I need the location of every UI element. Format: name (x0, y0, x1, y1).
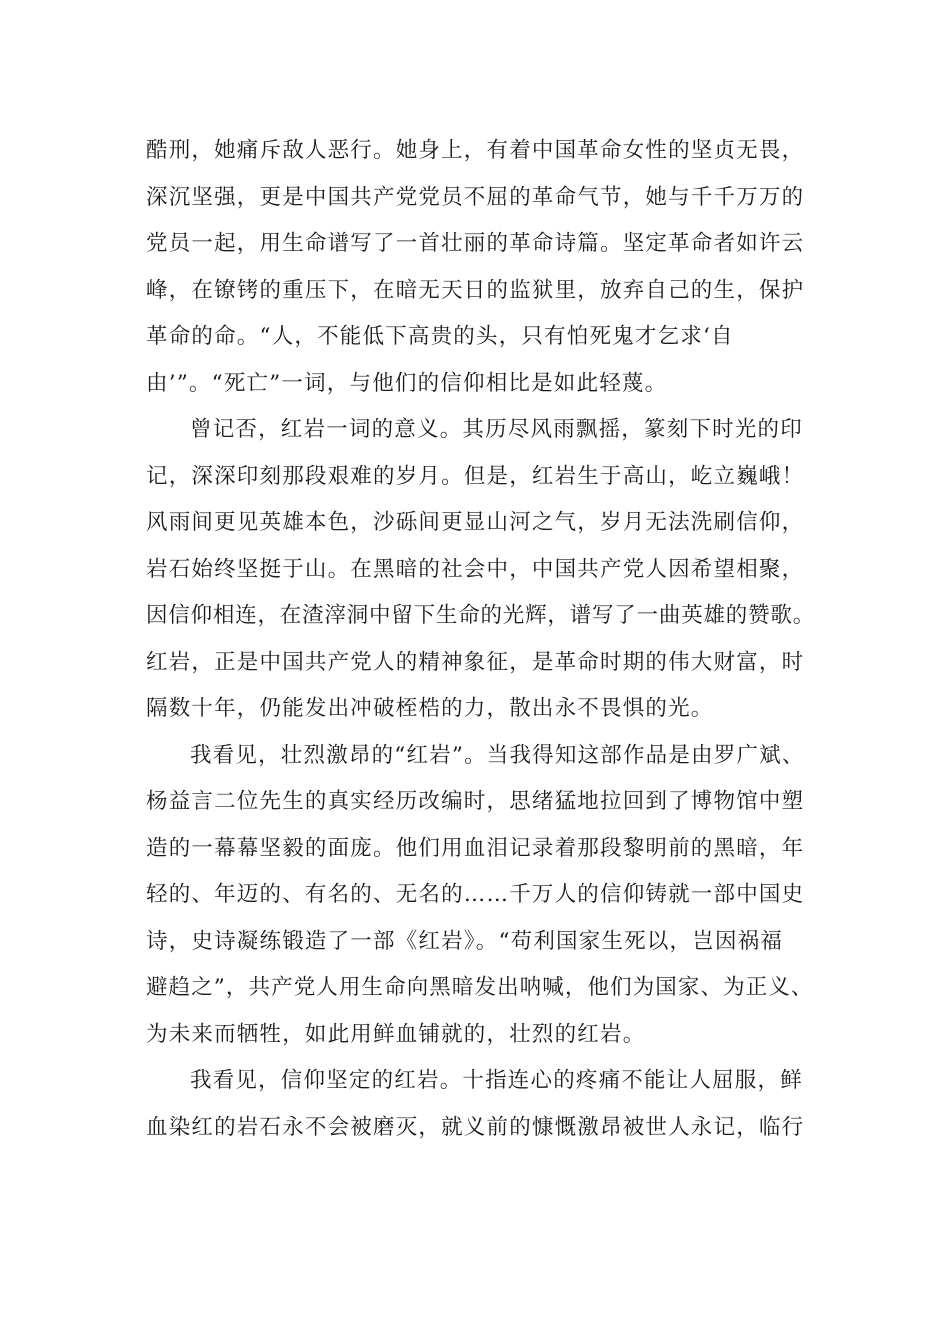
text-line: 深沉坚强，更是中国共产党党员不屈的革命气节，她与千千万万的 (146, 184, 805, 210)
text-line: 党员一起，用生命谱写了一首壮丽的革命诗篇。坚定革命者如许云 (146, 231, 805, 256)
text-line: 因信仰相连，在渣滓洞中留下生命的光辉，谱写了一曲英雄的赞歌。 (146, 603, 816, 628)
text-line: 风雨间更见英雄本色，沙砾间更显山河之气，岁月无法洗刷信仰， (146, 510, 805, 535)
text-line: 为未来而牺牲，如此用鲜血铺就的，壮烈的红岩。 (146, 1021, 646, 1047)
text-line: 峰，在镣铐的重压下，在暗无天日的监狱里，放弃自己的生，保护 (146, 277, 805, 303)
text-line: 隔数十年，仍能发出冲破桎梏的力，散出永不畏惧的光。 (146, 696, 714, 721)
text-line: 由’”。“死亡”一词，与他们的信仰相比是如此轻蔑。 (146, 370, 668, 396)
body-text (146, 128, 816, 1151)
text-line: 我看见，壮烈激昂的“红岩”。当我得知这部作品是由罗广斌、 (190, 742, 805, 768)
text-line: 红岩，正是中国共产党人的精神象征，是革命时期的伟大财富，时 (146, 649, 805, 675)
text-line: 诗，史诗凝练锻造了一部《红岩》。“苟利国家生死以，岂因祸福 (146, 928, 784, 954)
text-line: 我看见，信仰坚定的红岩。十指连心的疼痛不能让人屈服，鲜 (190, 1068, 803, 1093)
text-line: 造的一幕幕坚毅的面庞。他们用血泪记录着那段黎明前的黑暗，年 (146, 835, 805, 861)
text-line: 血染红的岩石永不会被磨灭，就义前的慷慨激昂被世人永记，临行 (146, 1114, 805, 1140)
text-line: 革命的命。“人，不能低下高贵的头，只有怕死鬼才乞求‘自 (146, 324, 734, 349)
text-line: 曾记否，红岩一词的意义。其历尽风雨飘摇，篆刻下时光的印 (190, 417, 803, 442)
text-line: 酷刑，她痛斥敌人恶行。她身上，有着中国革命女性的坚贞无畏， (146, 138, 805, 163)
text-line: 轻的、年迈的、有名的、无名的……千万人的信仰铸就一部中国史 (146, 882, 805, 907)
text-line: 记，深深印刻那段艰难的岁月。但是，红岩生于高山，屹立巍峨！ (146, 463, 805, 489)
text-line: 杨益言二位先生的真实经历改编时，思绪猛地拉回到了博物馆中塑 (146, 789, 805, 814)
text-line: 避趋之”，共产党人用生命向黑暗发出呐喊，他们为国家、为正义、 (146, 975, 814, 1000)
text-line: 岩石始终坚挺于山。在黑暗的社会中，中国共产党人因希望相聚， (146, 556, 805, 582)
